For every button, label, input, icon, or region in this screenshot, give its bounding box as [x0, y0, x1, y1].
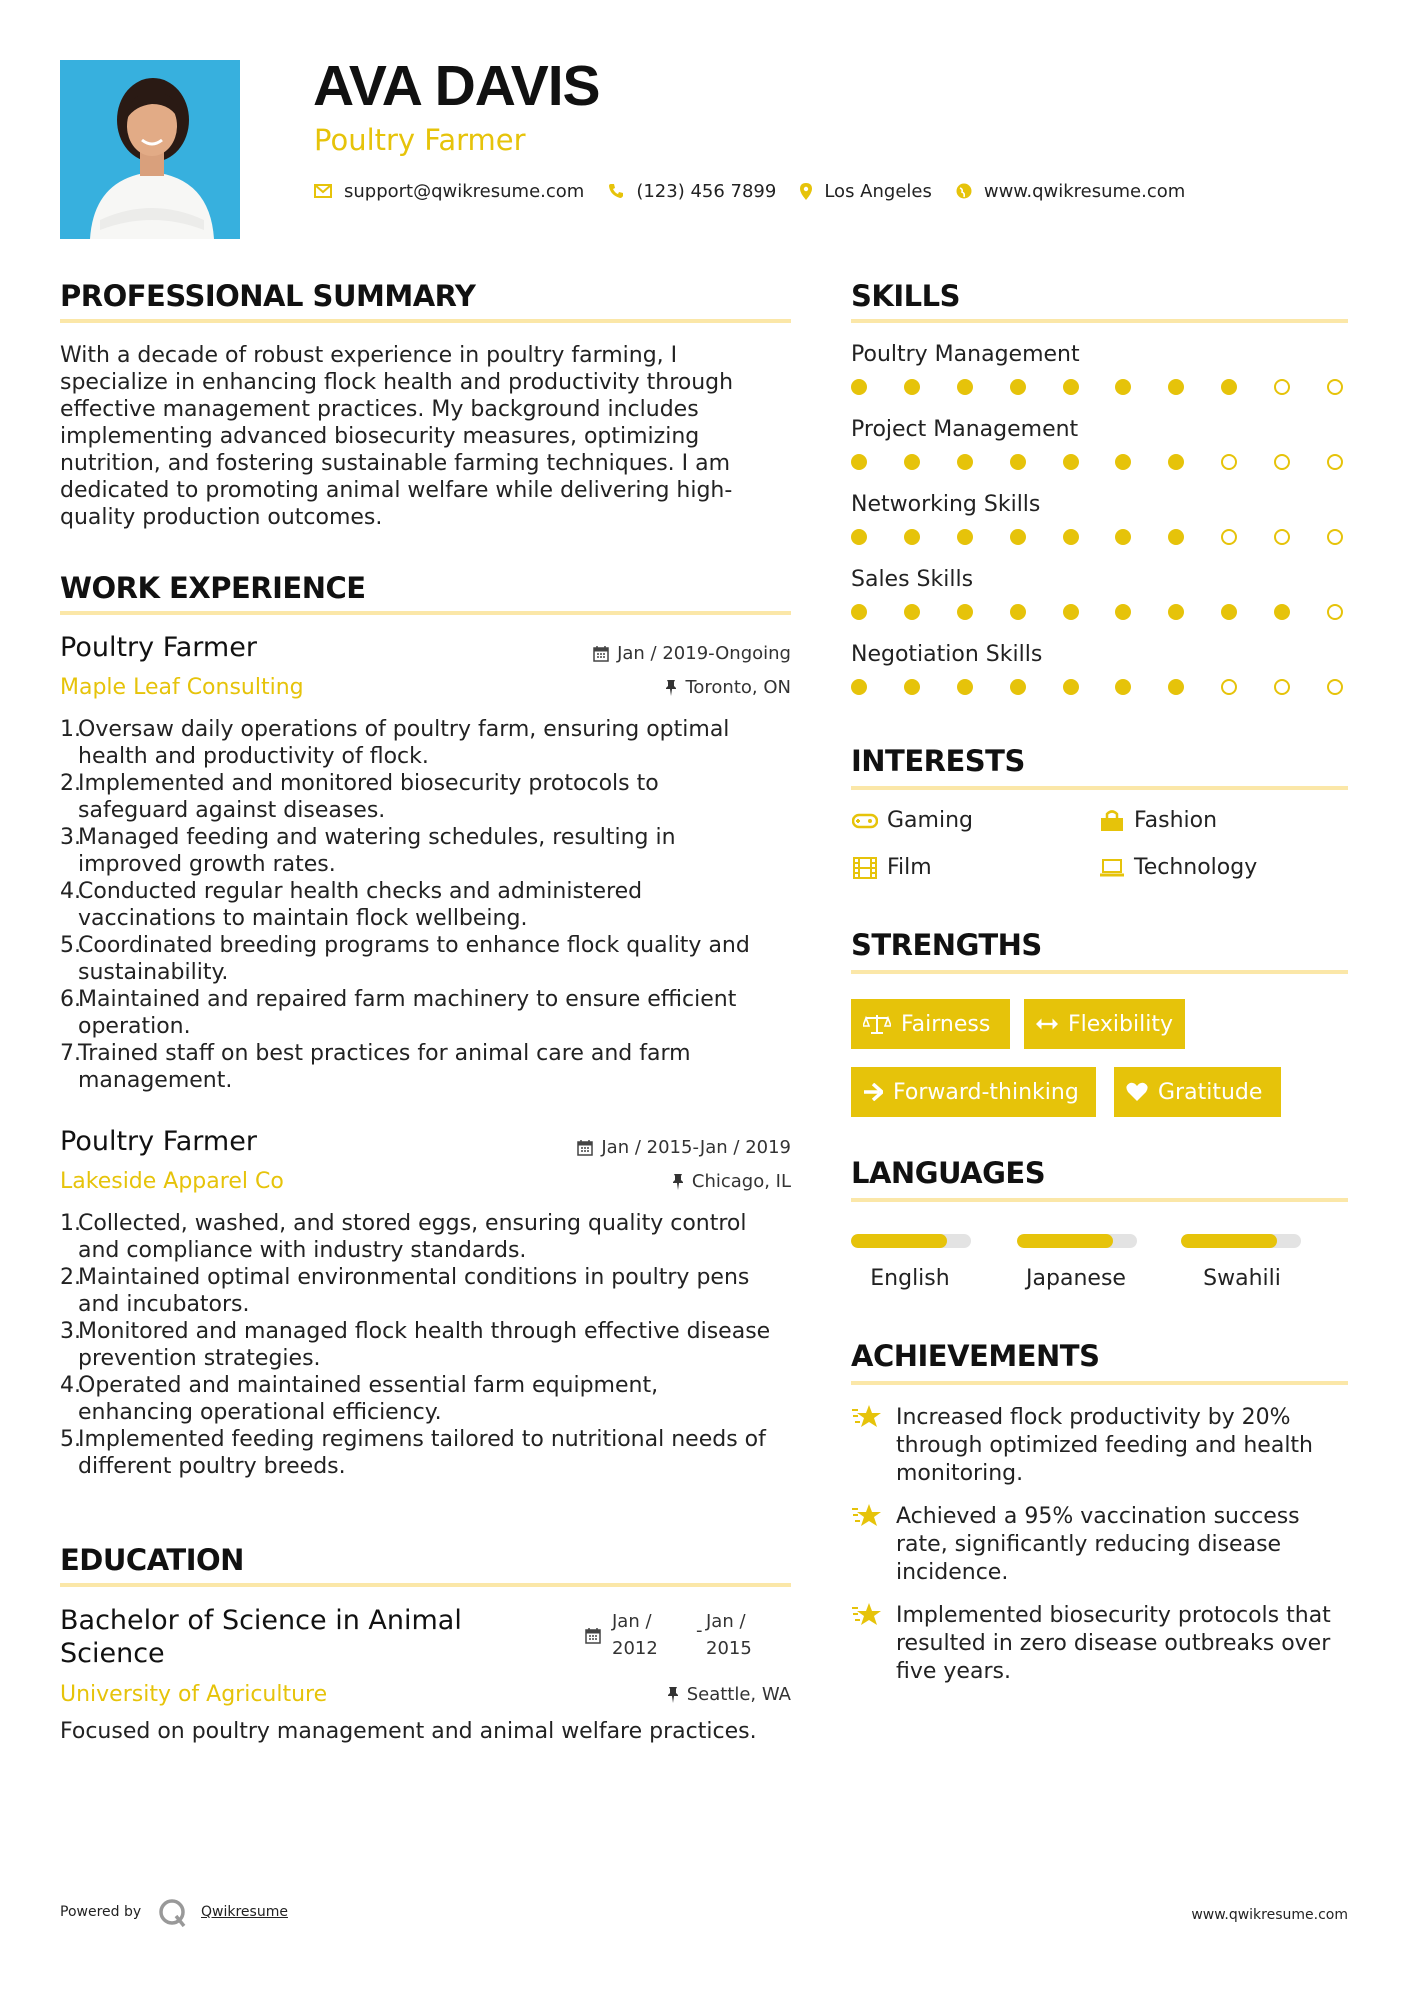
achievement-item: Implemented biosecurity protocols that resulted in zero disease outbreaks over five years.	[851, 1602, 1346, 1686]
arrows-horizontal-icon	[1036, 1017, 1058, 1031]
job-duties-list	[60, 1210, 800, 1480]
rating-dot-filled	[1010, 604, 1026, 620]
job-date: Jan / 2015-Jan / 2019	[500, 1137, 791, 1158]
rating-dot-filled	[904, 679, 920, 695]
star-icon	[851, 1404, 896, 1488]
rating-dot-filled	[904, 379, 920, 395]
list-item: 3. Managed feeding and watering schedules, resulting in improved growth rates.	[60, 825, 676, 877]
rating-dot-filled	[1063, 454, 1079, 470]
rating-dot-empty	[1274, 679, 1290, 695]
skill-row	[851, 342, 1343, 395]
interests-divider	[851, 786, 1348, 790]
rating-dot-filled	[1168, 604, 1184, 620]
rating-dot-filled	[1063, 379, 1079, 395]
skill-rating	[851, 679, 1343, 695]
achievement-item: Achieved a 95% vaccination success rate, significantly reducing disease incidence.	[851, 1503, 1346, 1587]
rating-dot-filled	[851, 604, 867, 620]
rating-dot-empty	[1221, 529, 1237, 545]
heart-icon	[1126, 1082, 1148, 1102]
rating-dot-filled	[1063, 604, 1079, 620]
strength-badge: Fairness	[851, 999, 1010, 1049]
rating-dot-filled	[851, 529, 867, 545]
rating-dot-filled	[904, 529, 920, 545]
skill-name: Project Management	[851, 417, 1079, 442]
calendar-icon	[593, 645, 609, 662]
list-item: 1. Oversaw daily operations of poultry farm, ensuring optimal health and productivity of flock.	[60, 717, 730, 769]
rating-dot-filled	[1115, 454, 1131, 470]
balance-scale-icon	[863, 1013, 891, 1035]
envelope-icon	[314, 184, 332, 198]
language-item	[1181, 1234, 1301, 1248]
rating-dot-filled	[1168, 529, 1184, 545]
calendar-icon	[585, 1627, 601, 1648]
experience-heading: WORK EXPERIENCE	[60, 571, 366, 605]
interest-item: Film	[851, 855, 932, 880]
languages-divider	[851, 1198, 1348, 1202]
skill-rating	[851, 529, 1343, 545]
rating-dot-filled	[1168, 454, 1184, 470]
language-item	[1017, 1234, 1137, 1248]
rating-dot-filled	[957, 679, 973, 695]
star-icon	[851, 1602, 896, 1686]
contact-bar	[314, 179, 1209, 203]
language-level-fill	[1017, 1234, 1113, 1248]
rating-dot-empty	[1327, 604, 1343, 620]
skill-name: Poultry Management	[851, 342, 1080, 367]
education-description: Focused on poultry management and animal welfare practices.	[60, 1719, 757, 1744]
footer-website-link[interactable]: www.qwikresume.com	[1191, 1907, 1348, 1923]
rating-dot-filled	[1010, 454, 1026, 470]
language-level-bar	[1017, 1234, 1137, 1248]
job-location: Chicago, IL	[520, 1171, 791, 1192]
rating-dot-filled	[1221, 379, 1237, 395]
rating-dot-filled	[1010, 679, 1026, 695]
rating-dot-filled	[851, 379, 867, 395]
star-icon	[851, 1503, 896, 1587]
globe-icon	[956, 183, 972, 199]
pushpin-icon	[665, 679, 677, 696]
education-divider	[60, 1583, 791, 1587]
rating-dot-empty	[1327, 379, 1343, 395]
job-date: Jan / 2019-Ongoing	[520, 643, 791, 664]
language-level-bar	[1181, 1234, 1301, 1248]
rating-dot-filled	[957, 604, 973, 620]
rating-dot-filled	[1115, 604, 1131, 620]
skill-rating	[851, 454, 1343, 470]
interest-item: Fashion	[1098, 808, 1217, 833]
qwikresume-link[interactable]: Qwikresume	[201, 1904, 288, 1920]
contact-location: Los Angeles	[824, 180, 932, 202]
job-location: Toronto, ON	[520, 677, 791, 698]
summary-text: With a decade of robust experience in poultry farming, I specialize in enhancing flock health and productivity through effective management practices. My background includes implementing advanced biosecurity measures, optimizing nutrition, and fostering sustainable farming techniques. I am dedicated to promoting animal welfare while delivering high- quality production outcomes.	[60, 343, 734, 530]
contact-phone[interactable]: (123) 456 7899	[636, 180, 777, 202]
list-item: 7. Trained staff on best practices for animal care and farm management.	[60, 1041, 691, 1093]
pushpin-icon	[672, 1173, 684, 1190]
skills-divider	[851, 319, 1348, 323]
candidate-name: AVA DAVIS	[313, 54, 600, 118]
achievements-divider	[851, 1381, 1348, 1385]
list-item: 3. Monitored and managed flock health through effective disease prevention strategies.	[60, 1319, 771, 1371]
interest-item: Gaming	[851, 808, 973, 833]
list-item: 5. Implemented feeding regimens tailored to nutritional needs of different poultry breeds.	[60, 1427, 766, 1479]
map-marker-icon	[800, 183, 812, 200]
skill-name: Negotiation Skills	[851, 642, 1043, 667]
skill-rating	[851, 604, 1343, 620]
contact-email[interactable]: support@qwikresume.com	[344, 180, 585, 202]
profile-photo	[60, 60, 240, 239]
skill-name: Sales Skills	[851, 567, 974, 592]
qwikresume-logo-icon	[158, 1898, 188, 1932]
date-separator: -	[696, 1620, 703, 1641]
rating-dot-filled	[851, 679, 867, 695]
film-icon	[851, 857, 879, 879]
language-level-fill	[851, 1234, 947, 1248]
summary-divider	[60, 319, 791, 323]
rating-dot-filled	[904, 454, 920, 470]
rating-dot-filled	[1115, 529, 1131, 545]
summary-heading: PROFESSIONAL SUMMARY	[60, 279, 476, 313]
strength-badge: Gratitude	[1114, 1067, 1281, 1117]
education-heading: EDUCATION	[60, 1543, 244, 1577]
contact-website[interactable]: www.qwikresume.com	[983, 180, 1186, 202]
education-location: Seattle, WA	[520, 1684, 791, 1705]
rating-dot-filled	[1168, 379, 1184, 395]
job-title: Poultry Farmer	[60, 632, 257, 663]
rating-dot-filled	[1274, 604, 1290, 620]
language-level-fill	[1181, 1234, 1277, 1248]
education-end-date: Jan / 2015	[706, 1611, 752, 1659]
rating-dot-filled	[904, 604, 920, 620]
rating-dot-filled	[1168, 679, 1184, 695]
list-item: 4. Conducted regular health checks and administered vaccinations to maintain flock wellbeing.	[60, 879, 643, 931]
rating-dot-filled	[1115, 679, 1131, 695]
rating-dot-filled	[957, 379, 973, 395]
list-item: 1. Collected, washed, and stored eggs, ensuring quality control and compliance with industry standards.	[60, 1211, 747, 1263]
pushpin-icon	[667, 1686, 679, 1703]
rating-dot-filled	[1221, 604, 1237, 620]
rating-dot-empty	[1327, 679, 1343, 695]
language-item	[851, 1234, 971, 1248]
experience-divider	[60, 611, 791, 615]
language-level-bar	[851, 1234, 971, 1248]
languages-heading: LANGUAGES	[851, 1156, 1046, 1190]
laptop-icon	[1098, 859, 1126, 877]
skill-row	[851, 417, 1343, 470]
rating-dot-filled	[957, 454, 973, 470]
rating-dot-empty	[1221, 679, 1237, 695]
shopping-bag-icon	[1098, 810, 1126, 832]
skill-row	[851, 567, 1343, 620]
rating-dot-filled	[1010, 529, 1026, 545]
language-label: English	[870, 1266, 950, 1291]
skill-name: Networking Skills	[851, 492, 1041, 517]
list-item: 5. Coordinated breeding programs to enhance flock quality and sustainability.	[60, 933, 750, 985]
skill-rating	[851, 379, 1343, 395]
rating-dot-empty	[1327, 454, 1343, 470]
rating-dot-filled	[1115, 379, 1131, 395]
rating-dot-filled	[851, 454, 867, 470]
job-company: Maple Leaf Consulting	[60, 675, 304, 700]
school-name: University of Agriculture	[60, 1682, 328, 1707]
language-label: Swahili	[1203, 1266, 1281, 1291]
arrow-right-icon	[863, 1083, 883, 1101]
list-item: 2. Implemented and monitored biosecurity protocols to safeguard against diseases.	[60, 771, 659, 823]
list-item: 6. Maintained and repaired farm machinery to ensure efficient operation.	[60, 987, 737, 1039]
strengths-divider	[851, 970, 1348, 974]
list-item: 2. Maintained optimal environmental conditions in poultry pens and incubators.	[60, 1265, 750, 1317]
achievement-item: Increased flock productivity by 20% through optimized feeding and health monitoring.	[851, 1404, 1346, 1488]
education-start-date: Jan / 2012	[612, 1611, 658, 1659]
gamepad-icon	[851, 813, 879, 829]
interests-heading: INTERESTS	[851, 744, 1025, 778]
job-title: Poultry Farmer	[60, 1126, 257, 1157]
skill-row	[851, 492, 1343, 545]
strengths-heading: STRENGTHS	[851, 928, 1042, 962]
rating-dot-filled	[1063, 679, 1079, 695]
rating-dot-empty	[1274, 454, 1290, 470]
list-item: 4. Operated and maintained essential farm equipment, enhancing operational efficiency.	[60, 1373, 659, 1425]
skill-row	[851, 642, 1343, 695]
skills-heading: SKILLS	[851, 279, 960, 313]
rating-dot-filled	[1063, 529, 1079, 545]
degree-title: Bachelor of Science in Animal Science	[60, 1605, 462, 1669]
powered-by-label: Powered by	[60, 1904, 142, 1920]
strength-badge: Forward-thinking	[851, 1067, 1096, 1117]
language-label: Japanese	[1026, 1266, 1126, 1291]
job-company: Lakeside Apparel Co	[60, 1169, 284, 1194]
rating-dot-filled	[957, 529, 973, 545]
rating-dot-empty	[1274, 529, 1290, 545]
candidate-title: Poultry Farmer	[314, 123, 526, 157]
calendar-icon	[577, 1139, 593, 1156]
rating-dot-empty	[1221, 454, 1237, 470]
achievements-heading: ACHIEVEMENTS	[851, 1339, 1100, 1373]
rating-dot-empty	[1327, 529, 1343, 545]
interest-item: Technology	[1098, 855, 1257, 880]
phone-icon	[608, 183, 624, 199]
job-duties-list	[60, 716, 800, 1094]
rating-dot-filled	[1010, 379, 1026, 395]
strength-badge: Flexibility	[1024, 999, 1185, 1049]
rating-dot-empty	[1274, 379, 1290, 395]
